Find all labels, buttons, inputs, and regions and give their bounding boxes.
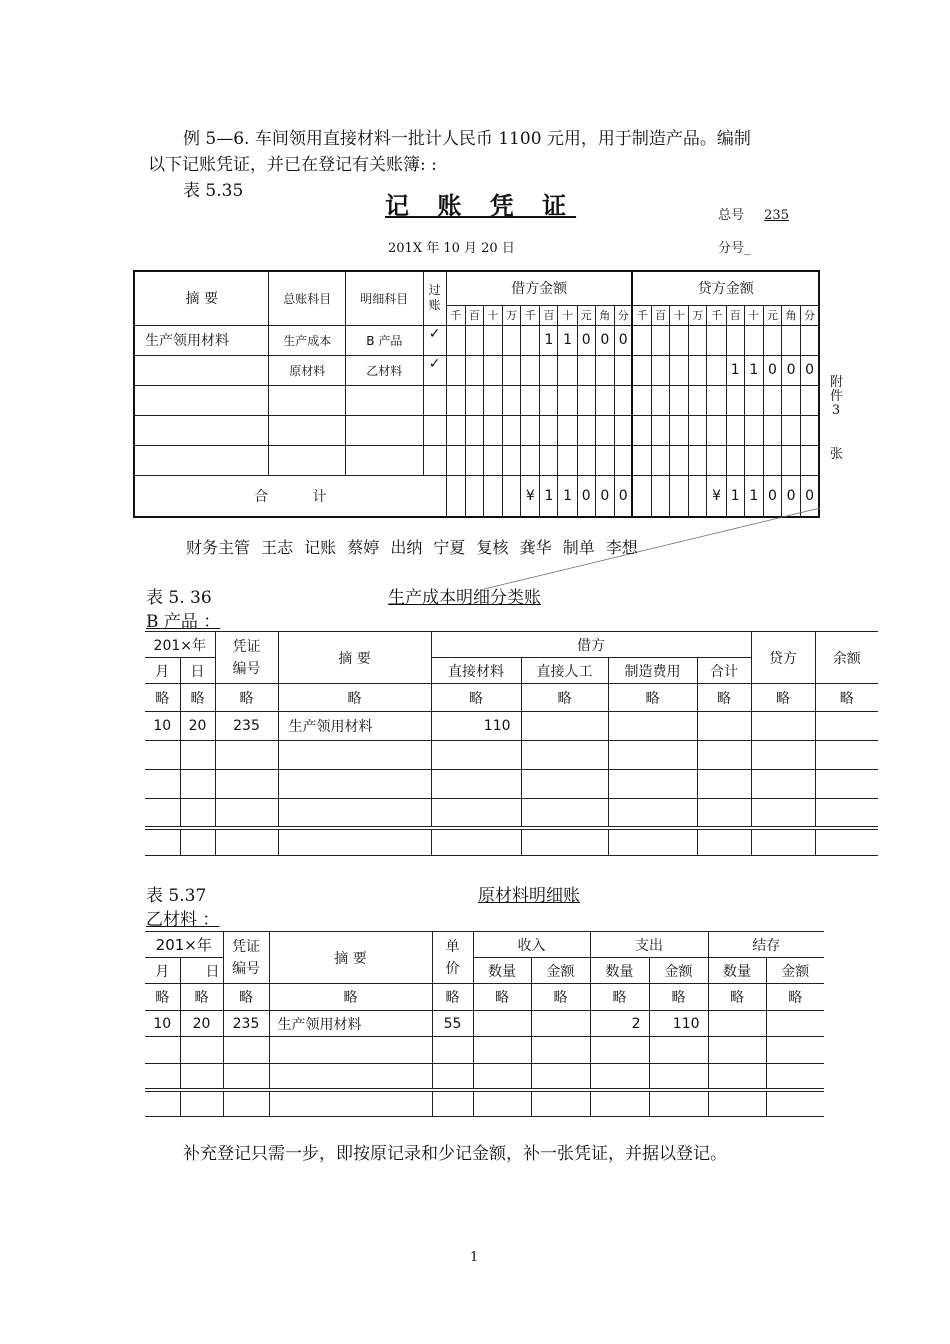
cell: 略 <box>649 984 708 1011</box>
cell <box>751 712 815 741</box>
d-digit: 十 <box>483 305 502 325</box>
cell: 略 <box>223 984 269 1011</box>
debit-digit: 1 <box>558 325 577 355</box>
total-credit-digit: ¥ <box>707 475 726 517</box>
l2-h-price <box>432 932 473 984</box>
total-credit-digit: 0 <box>763 475 781 517</box>
row-general: 生产成本 <box>269 325 346 355</box>
c-digit: 十 <box>744 305 763 325</box>
d-digit: 分 <box>614 305 632 325</box>
cell: 略 <box>145 684 180 712</box>
l2-h-day: 日 <box>180 958 223 984</box>
l2-data-row <box>145 1011 824 1037</box>
l2-empty-row <box>145 1064 824 1090</box>
l2-h-qty: 数量 <box>473 958 531 984</box>
l1-h-year: 201×年 <box>145 632 215 658</box>
ledger1-subject: B 产品 ： <box>146 612 221 632</box>
l2-h-amt: 金额 <box>766 958 824 984</box>
l2-h-qty: 数量 <box>590 958 649 984</box>
d-digit: 百 <box>540 305 558 325</box>
voucher-title: 记 账 凭 证 <box>385 191 577 220</box>
signatures: 财务主管 王志 记账 蔡婷 出纳 宁夏 复核 龚华 制单 李想 <box>186 538 638 557</box>
ledger1-title: 生产成本明细分类账 <box>388 588 541 608</box>
cell: 110 <box>649 1011 708 1037</box>
cell: 略 <box>473 984 531 1011</box>
total-label: 合 计 <box>134 475 446 517</box>
intro-line-1: 例 5—6. 车间领用直接材料一批计人民币 1100 元用，用于制造产品。编制 <box>183 129 751 149</box>
cell: 略 <box>278 684 431 712</box>
total-debit-digit: 0 <box>577 475 595 517</box>
l2-h-year: 201×年 <box>145 932 223 958</box>
row-posted-check: ✓ <box>423 325 446 355</box>
d-digit: 千 <box>446 305 465 325</box>
l1-empty-row <box>145 799 878 828</box>
debit-digit: 0 <box>577 325 595 355</box>
credit-digit: 1 <box>744 355 763 385</box>
total-debit-digit: 0 <box>595 475 614 517</box>
l2-h-month: 月 <box>145 958 180 984</box>
cell: 110 <box>431 712 521 741</box>
att-char: 张 <box>830 447 844 462</box>
l2-h-price-1: 单 <box>445 938 460 955</box>
l1-empty-row <box>145 741 878 770</box>
l1-empty-row <box>145 770 878 799</box>
cell: 略 <box>708 984 766 1011</box>
h-summary: 摘 要 <box>134 271 269 325</box>
row-posted-check: ✓ <box>423 355 446 385</box>
l1-h-credit: 贷方 <box>751 632 815 684</box>
cell: 略 <box>521 684 608 712</box>
att-char: 3 <box>831 403 841 418</box>
table-label-536: 表 5. 36 <box>146 588 212 608</box>
cell: 略 <box>751 684 815 712</box>
l1-h-debit: 借方 <box>431 632 751 658</box>
d-digit: 角 <box>595 305 614 325</box>
att-char: 附 <box>830 375 844 390</box>
l2-h-qty: 数量 <box>708 958 766 984</box>
total-debit-digit: 1 <box>558 475 577 517</box>
cell: 55 <box>432 1011 473 1037</box>
intro-line-2: 以下记账凭证，并已在登记有关账簿: : <box>148 155 437 175</box>
row-summary: 生产领用材料 <box>134 325 269 355</box>
l2-h-amt: 金额 <box>531 958 590 984</box>
row-general: 原材料 <box>269 355 346 385</box>
cell: 略 <box>432 984 473 1011</box>
cell <box>708 1011 766 1037</box>
h-debit: 借方金额 <box>446 271 632 305</box>
l1-h-total: 合计 <box>697 658 751 684</box>
cell: 略 <box>697 684 751 712</box>
cell <box>608 712 697 741</box>
h-posted: 过账 <box>423 271 446 325</box>
conclusion: 补充登记只需一步，即按原记录和少记金额，补一张凭证，并据以登记。 <box>183 1144 727 1164</box>
row-detail: 乙材料 <box>346 355 424 385</box>
table-label-537: 表 5.37 <box>146 886 207 906</box>
l1-omit-row <box>145 684 878 712</box>
h-general: 总账科目 <box>269 271 346 325</box>
l1-h-voucher-2: 编号 <box>232 660 261 677</box>
cell: 略 <box>180 684 215 712</box>
l2-h-bal: 结存 <box>708 932 824 958</box>
l2-total-row <box>145 1090 824 1117</box>
row-detail: B 产品 <box>346 325 424 355</box>
cell: 235 <box>215 712 278 741</box>
total-debit-digit: ¥ <box>521 475 540 517</box>
cell: 略 <box>608 684 697 712</box>
h-credit: 贷方金额 <box>632 271 819 305</box>
cell: 略 <box>431 684 521 712</box>
cell: 235 <box>223 1011 269 1037</box>
c-digit: 角 <box>781 305 800 325</box>
ledger2-table <box>145 931 824 1117</box>
cell: 略 <box>590 984 649 1011</box>
cell: 生产领用材料 <box>278 712 431 741</box>
l2-empty-row <box>145 1037 824 1064</box>
l2-omit-row <box>145 984 824 1011</box>
ledger2-subject: 乙材料 ： <box>146 910 220 930</box>
total-credit-digit: 1 <box>726 475 744 517</box>
l1-h-balance: 余额 <box>815 632 878 684</box>
d-digit: 十 <box>558 305 577 325</box>
l2-h-price-2: 价 <box>445 960 460 977</box>
l1-total-row <box>145 828 878 856</box>
cell: 略 <box>145 984 180 1011</box>
d-digit: 千 <box>521 305 540 325</box>
cell: 10 <box>145 1011 180 1037</box>
l1-h-day: 日 <box>180 658 215 684</box>
l1-h-voucher-1: 凭证 <box>232 638 261 655</box>
l1-h-material: 直接材料 <box>431 658 521 684</box>
cell: 略 <box>815 684 878 712</box>
cell: 10 <box>145 712 180 741</box>
c-digit: 元 <box>763 305 781 325</box>
c-digit: 十 <box>670 305 689 325</box>
cell <box>815 712 878 741</box>
cell: 略 <box>269 984 432 1011</box>
total-no-label: 总号 <box>718 208 745 223</box>
ledger2-title: 原材料明细账 <box>478 886 580 906</box>
cell <box>531 1011 590 1037</box>
d-digit: 百 <box>465 305 483 325</box>
d-digit: 元 <box>577 305 595 325</box>
credit-digit: 0 <box>801 355 819 385</box>
l2-h-amt: 金额 <box>649 958 708 984</box>
l2-h-in: 收入 <box>473 932 590 958</box>
c-digit: 万 <box>689 305 707 325</box>
credit-digit: 1 <box>726 355 744 385</box>
cell: 略 <box>531 984 590 1011</box>
l2-h-voucher-1: 凭证 <box>232 938 261 955</box>
page-number: 1 <box>470 1250 479 1265</box>
cell: 20 <box>180 1011 223 1037</box>
cell <box>473 1011 531 1037</box>
cell: 20 <box>180 712 215 741</box>
c-digit: 分 <box>801 305 819 325</box>
cell <box>521 712 608 741</box>
cell: 略 <box>766 984 824 1011</box>
l2-h-summary: 摘 要 <box>269 932 432 984</box>
debit-digit: 0 <box>595 325 614 355</box>
l1-h-month: 月 <box>145 658 180 684</box>
voucher-sub-no: 分号_ <box>718 241 751 256</box>
total-debit-digit: 1 <box>540 475 558 517</box>
l1-h-labor: 直接人工 <box>521 658 608 684</box>
l1-h-voucher <box>215 632 278 684</box>
cell: 略 <box>215 684 278 712</box>
att-char: 件 <box>830 389 844 404</box>
l1-data-row <box>145 712 878 741</box>
cell: 2 <box>590 1011 649 1037</box>
debit-digit: 0 <box>614 325 632 355</box>
c-digit: 千 <box>707 305 726 325</box>
cell <box>766 1011 824 1037</box>
cell <box>697 712 751 741</box>
total-debit-digit: 0 <box>614 475 632 517</box>
ledger1-table <box>145 631 878 856</box>
total-credit-digit: 0 <box>781 475 800 517</box>
l2-h-voucher-2: 编号 <box>232 960 261 977</box>
cell: 生产领用材料 <box>269 1011 432 1037</box>
cell: 略 <box>180 984 223 1011</box>
c-digit: 千 <box>632 305 651 325</box>
h-detail: 明细科目 <box>346 271 424 325</box>
l2-h-out: 支出 <box>590 932 708 958</box>
total-credit-digit: 1 <box>744 475 763 517</box>
c-digit: 百 <box>726 305 744 325</box>
credit-digit: 0 <box>781 355 800 385</box>
table-label-535: 表 5.35 <box>183 181 244 201</box>
debit-digit: 1 <box>540 325 558 355</box>
credit-digit: 0 <box>763 355 781 385</box>
voucher-date: 201X 年 10 月 20 日 <box>388 241 515 256</box>
l1-h-summary: 摘 要 <box>278 632 431 684</box>
l2-h-voucher <box>223 932 269 984</box>
l1-h-overhead: 制造费用 <box>608 658 697 684</box>
d-digit: 万 <box>503 305 521 325</box>
c-digit: 百 <box>652 305 670 325</box>
total-no-value: 235 <box>764 208 789 223</box>
total-credit-digit: 0 <box>801 475 819 517</box>
